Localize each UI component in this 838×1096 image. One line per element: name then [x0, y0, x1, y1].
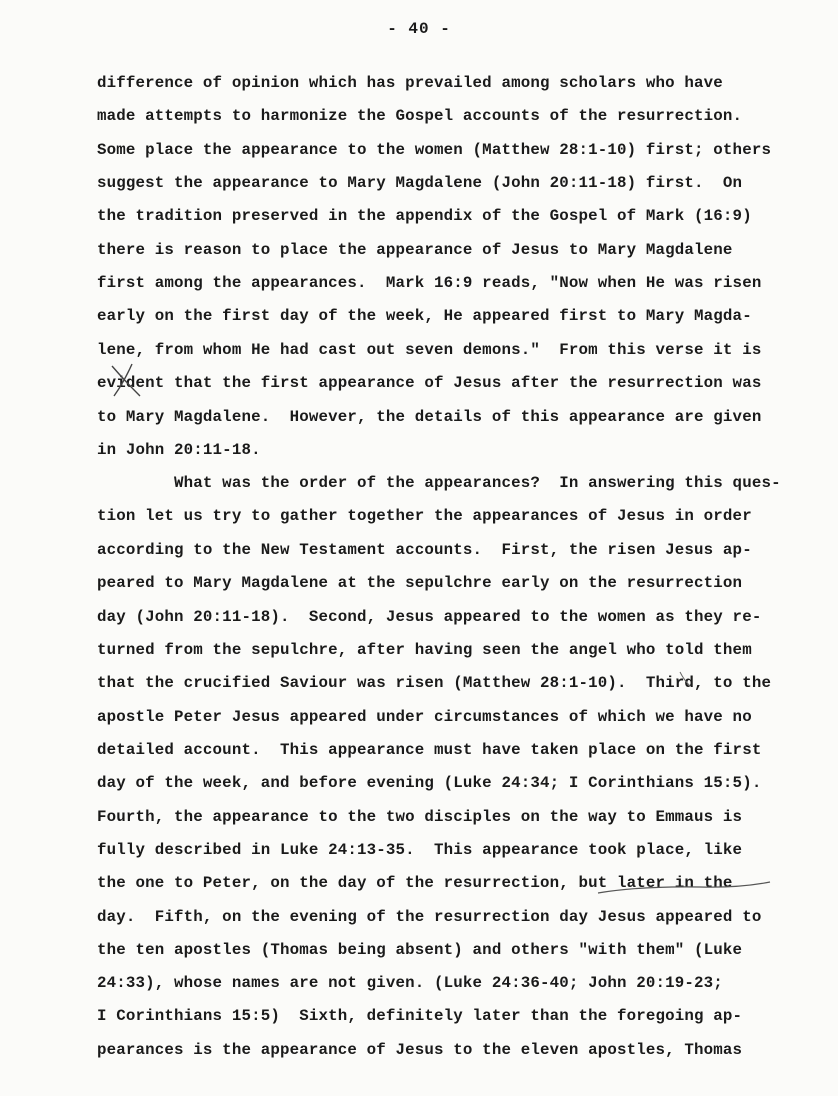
- text-line: day (John 20:11-18). Second, Jesus appeared to the women as they re-: [97, 608, 762, 626]
- text-line: evident that the first appearance of Jesus after the resurrection was: [97, 374, 762, 392]
- text-line: difference of opinion which has prevailed among scholars who have: [97, 74, 723, 92]
- text-line: I Corinthians 15:5) Sixth, definitely later than the foregoing ap-: [97, 1007, 743, 1025]
- text-line: pearances is the appearance of Jesus to the eleven apostles, Thomas: [97, 1041, 743, 1059]
- text-line: What was the order of the appearances? In answering this ques-: [97, 474, 781, 492]
- text-line: there is reason to place the appearance of Jesus to Mary Magdalene: [97, 241, 733, 259]
- text-line: according to the New Testament accounts. First, the risen Jesus ap-: [97, 541, 752, 559]
- text-line: fully described in Luke 24:13-35. This appearance took place, like: [97, 841, 743, 859]
- text-line: 24:33), whose names are not given. (Luke 24:36-40; John 20:19-23;: [97, 974, 723, 992]
- text-line: in John 20:11-18.: [97, 441, 261, 459]
- text-line: detailed account. This appearance must have taken place on the first: [97, 741, 762, 759]
- text-line: the ten apostles (Thomas being absent) and others "with them" (Luke: [97, 941, 743, 959]
- text-line: turned from the sepulchre, after having seen the angel who told them: [97, 641, 752, 659]
- text-line: early on the first day of the week, He appeared first to Mary Magda-: [97, 307, 752, 325]
- text-line: the one to Peter, on the day of the resurrection, but later in the: [97, 874, 733, 892]
- text-line: suggest the appearance to Mary Magdalene (John 20:11-18) first. On: [97, 174, 743, 192]
- text-line: first among the appearances. Mark 16:9 reads, "Now when He was risen: [97, 274, 762, 292]
- text-line: day of the week, and before evening (Luke 24:34; I Corinthians 15:5).: [97, 774, 762, 792]
- text-line: lene, from whom He had cast out seven demons." From this verse it is: [97, 341, 762, 359]
- text-line: tion let us try to gather together the appearances of Jesus in order: [97, 507, 752, 525]
- page-number: - 40 -: [387, 20, 451, 38]
- text-line: day. Fifth, on the evening of the resurrection day Jesus appeared to: [97, 908, 762, 926]
- text-line: peared to Mary Magdalene at the sepulchre early on the resurrection: [97, 574, 743, 592]
- text-line: Some place the appearance to the women (Matthew 28:1-10) first; others: [97, 141, 772, 159]
- text-line: Fourth, the appearance to the two disciples on the way to Emmaus is: [97, 808, 743, 826]
- text-line: the tradition preserved in the appendix of the Gospel of Mark (16:9): [97, 207, 752, 225]
- text-line: made attempts to harmonize the Gospel accounts of the resurrection.: [97, 107, 743, 125]
- text-line: that the crucified Saviour was risen (Matthew 28:1-10). Third, to the: [97, 674, 772, 692]
- text-line: to Mary Magdalene. However, the details of this appearance are given: [97, 408, 762, 426]
- text-line: apostle Peter Jesus appeared under circumstances of which we have no: [97, 708, 752, 726]
